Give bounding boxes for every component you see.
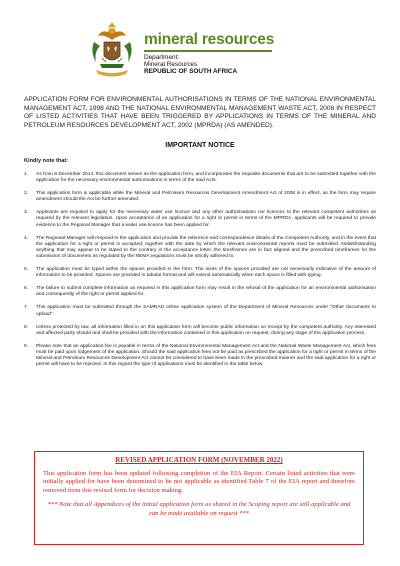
revised-body: This application form has been updated following completion of the EIA Report. Certain listed activities that were initially applied for have been determined to be not applicable as identified Table 7 of the EIA report and therefore removed from this revised form for decision making.: [43, 470, 355, 494]
item-text: This application form is applicable while the Mineral and Petroleum Resources Development Amendment Act of 2008 is in effect, as the form may require amendment should the Act be further amended.: [36, 191, 376, 203]
item-number: 9.: [24, 343, 29, 349]
item-number: 6.: [24, 286, 29, 292]
notice-list: [24, 172, 376, 368]
brand-title: mineral resources: [144, 31, 275, 48]
item-text: This application must be submitted through the SAMRAD online application system of the Department of Mineral Resources under "Other documents to upload".: [36, 305, 376, 317]
item-number: 5.: [24, 267, 29, 273]
revised-note: *** Note that all Appendices of the initial application form as shared in the Scoping report are still applicable and can be made available on request ***: [47, 501, 351, 517]
item-text: Unless protected by law, all information filled in on this application form will become public information on receipt by the competent authority. Any interested and affected party should and shall be provided with the information contained in this application on request, during any stage of the application process.: [36, 324, 376, 336]
notice-item: [24, 236, 376, 260]
letterhead: [88, 18, 328, 84]
notice-item: [24, 210, 376, 228]
revised-notice-box: [34, 451, 364, 545]
item-text: As from 8 December 2014, this document serves as the application form, and incorporates the requisite documents that are to be submitted together with the application for the necessary environmental authorisations in terms of the said Acts.: [36, 172, 376, 184]
item-number: 7.: [24, 305, 29, 311]
notice-item: [24, 344, 376, 368]
notice-intro: Kindly note that:: [24, 158, 69, 164]
revised-heading: REVISED APPLICATION FORM (NOVEMBER 2022): [115, 456, 283, 464]
notice-item: [24, 325, 376, 337]
item-text: The failure to submit complete information as required in this application form may result in the refusal of the application for an environmental authorisation and consequently of the right or permit applied for.: [36, 286, 376, 298]
department-label: Department:: [144, 53, 180, 61]
brand-divider: [144, 50, 272, 52]
item-text: The Regional Manager will respond to the application and provide the reference and correspondence details of the Competent Authority, and in the event that the application for a right or permit is accepted, together with the date by which the relevant environmental reports must be submitted. Notwithstanding anything that may appear to be stated to the contrary in the acceptance letter, the timeframes are in fact aligned and the prescribed timeframes for the submission of documents as regulated by the NEMA regulations must be strictly adhered to.: [36, 235, 376, 259]
coat-of-arms-icon: [88, 18, 136, 80]
document-title: APPLICATION FORM FOR ENVIRONMENTAL AUTHORISATIONS IN TERMS OF THE NATIONAL ENVIRONMENTAL MANAGEMENT ACT, 1998 AND THE NATIONAL ENVIRONMENTAL MANAGEMENT WASTE ACT, 2008 IN RESPECT OF LISTED ACTIVITIES THAT HAVE BEEN TRIGGERED BY APPLICATIONS IN TERMS OF THE MINERAL AND PETROLEUM RESOURCES DEVELOPMENT ACT, 2002 (MPRDA) (AS AMENDED).: [24, 96, 376, 129]
ministry-branding: [144, 32, 274, 76]
item-number: 3.: [24, 210, 29, 216]
item-number: 1.: [24, 172, 29, 177]
item-text: Please note that an application fee is payable in terms of the National Environmental Management Act and the National Waste Management Act, which fees must be paid upon lodgement of the application. Should the said application fees not be paid as prescribed the application for a right or permit in terms of the Mineral and Petroleum Resources Development Act cannot be considered to have been made in the prescribed manner and the said application for a right or permit will have to be rejected. In this regard the type of applications must be identified in the table below.: [36, 343, 376, 368]
notice-item: [24, 286, 376, 298]
item-number: 8.: [24, 324, 29, 330]
country-name: REPUBLIC OF SOUTH AFRICA: [144, 68, 238, 76]
notice-heading: IMPORTANT NOTICE: [165, 142, 235, 149]
notice-item: [24, 191, 376, 203]
department-name: Mineral Resources: [144, 60, 198, 68]
item-number: 2.: [24, 191, 29, 197]
notice-item: [24, 305, 376, 317]
notice-item: [24, 172, 376, 184]
item-text: The application must be typed within the spaces provided in the form. The sizes of the spaces provided are not necessarily indicative of the amount of information to be provided. Spaces are provided in tabular format and will extend automatically when each space is filled with typing.: [36, 267, 376, 279]
notice-item: [24, 267, 376, 279]
item-text: Applicants are required to apply for the necessary water use licence and any other authorisations nor licences to the relevant competent authorities as required by the relevant legislation. Upon acceptance of an application for a right or permit in terms of the MPRDA, applicants will be required to provide evidence to the Regional Manager that a water use licence has been applied for.: [36, 210, 376, 228]
item-number: 4.: [24, 235, 29, 241]
